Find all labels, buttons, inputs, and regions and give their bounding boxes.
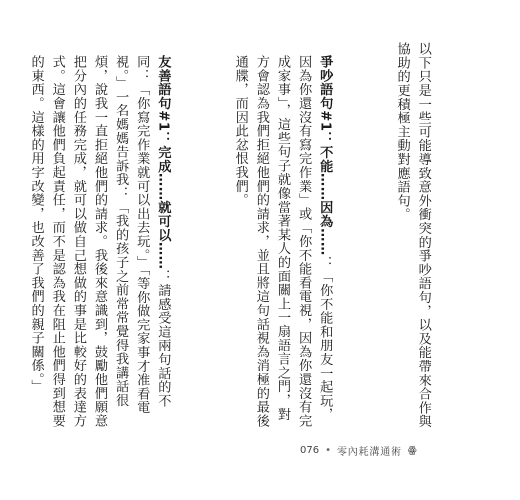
page-number: 076: [300, 444, 320, 456]
vertical-text-body: [28, 42, 476, 434]
argument-phrase-1-text: ：「你不能和朋友一起玩，因為你還沒有寫完作業」或「你不能看電視，因為你還沒有完成家事」，這些句子就像當著某人的面關上一扇語言之門，對方會認為我們拒絕他們的請求，並且將這句話視為消極的最後通牒，而因此忿恨我們。: [232, 55, 333, 428]
friendly-phrase-1-heading: 友善語句#1：完成……就可以……: [155, 55, 171, 270]
argument-phrase-1: [230, 42, 336, 434]
friendly-phrase-1: [26, 42, 174, 434]
friendly-phrase-1-text: ：請感受這兩句話的不同：「你寫完作業就可以出去玩。」「等你做完家事才准看電視。」一名媽媽告訴我：「我的孩子之前常常覺得我講話很煩，說我一直拒絕他們的請求。我後來意識到，鼓勵他們願意把分內的任務完成，就可以做自己想做的事是比較好的表達方式。這會讓他們負起責任，而不是認為我在阻止他們得到想要的東西。這樣的用字改變，也改善了我們的親子關係。」: [28, 55, 171, 428]
argument-phrase-1-heading: 爭吵語句#1：不能……因為……: [317, 55, 333, 256]
footer-mark-icon: ꙮ: [407, 444, 417, 456]
footer-separator: •: [325, 444, 331, 456]
page-footer: [300, 442, 460, 458]
book-title: 零內耗溝通術: [337, 446, 402, 458]
intro-paragraph: 以下只是一些可能導致意外衝突的爭吵語句，以及能帶來合作與協助的更積極主動對應語句。: [394, 42, 431, 429]
